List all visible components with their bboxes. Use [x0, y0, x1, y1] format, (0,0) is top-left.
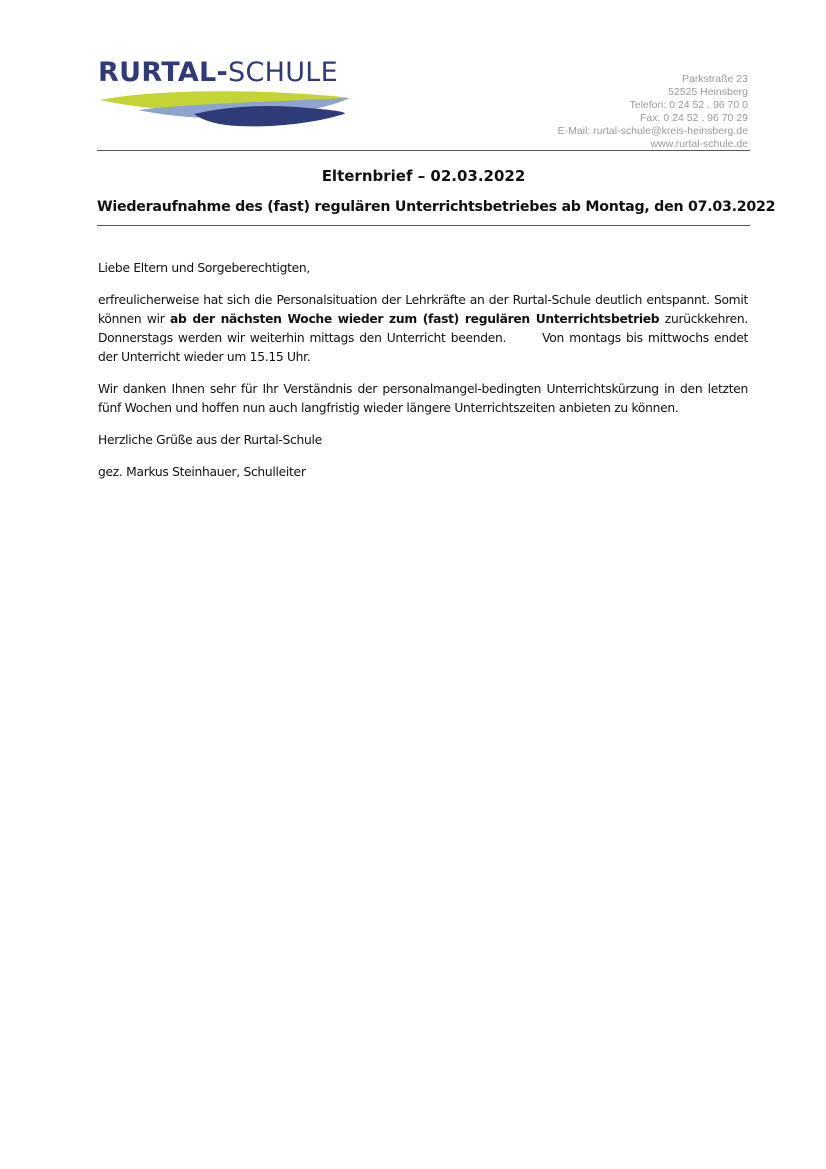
title-divider: [97, 225, 750, 226]
paragraph-1: [98, 291, 748, 367]
logo-waves-icon: [98, 86, 356, 130]
closing: Herzliche Grüße aus der Rurtal-Schule: [98, 433, 322, 447]
salutation: Liebe Eltern und Sorgeberechtigten,: [98, 261, 310, 275]
letter-body: [98, 259, 748, 495]
school-address: [558, 73, 748, 151]
address-city: 52525 Heinsberg: [668, 86, 748, 98]
address-fax: Fax: 0 24 52 . 96 70 29: [640, 112, 748, 124]
address-email: E-Mail: rurtal-schule@kreis-heinsberg.de: [557, 125, 748, 137]
letter-subtitle: Wiederaufnahme des (fast) regulären Unterrichtsbetriebes ab Montag, den 07.03.2022: [97, 199, 776, 215]
logo-text-bold: RURTAL: [98, 57, 217, 88]
paragraph-2: Wir danken Ihnen sehr für Ihr Verständnis der personalmangel-bedingten Unterrichtskürzung in den letzten fünf Wochen und hoffen nun auch langfristig wieder längere Unterrichtszeiten anbieten zu können.: [98, 382, 748, 415]
address-street: Parkstraße 23: [682, 73, 748, 85]
paragraph-1-part-1: erfreulicherweise hat sich die Personalsituation der Lehrkräfte an der Rurtal-Schule deutlich entspannt. Somit können wir: [98, 293, 748, 326]
school-logo: [98, 56, 356, 130]
paragraph-1-part-2: zurückkehren. Donnerstags werden wir weiterhin mittags den Unterricht beenden.: [98, 312, 748, 345]
address-website: www.rurtal-schule.de: [650, 138, 748, 150]
paragraph-1-bold: ab der nächsten Woche wieder zum (fast) regulären Unterrichtsbetrieb: [170, 312, 660, 326]
logo-text-regular: SCHULE: [228, 57, 338, 88]
header-divider: [97, 150, 750, 151]
signature: gez. Markus Steinhauer, Schulleiter: [98, 465, 306, 479]
address-phone: Telefon: 0 24 52 . 96 70 0: [629, 99, 748, 111]
paragraph-1-part-3: Von montags bis mittwochs endet der Unterricht wieder um 15.15 Uhr.: [98, 331, 748, 364]
logo-wordmark: [98, 56, 338, 90]
logo-text-dash: -: [216, 57, 229, 88]
letter-title: Elternbrief – 02.03.2022: [321, 167, 526, 185]
